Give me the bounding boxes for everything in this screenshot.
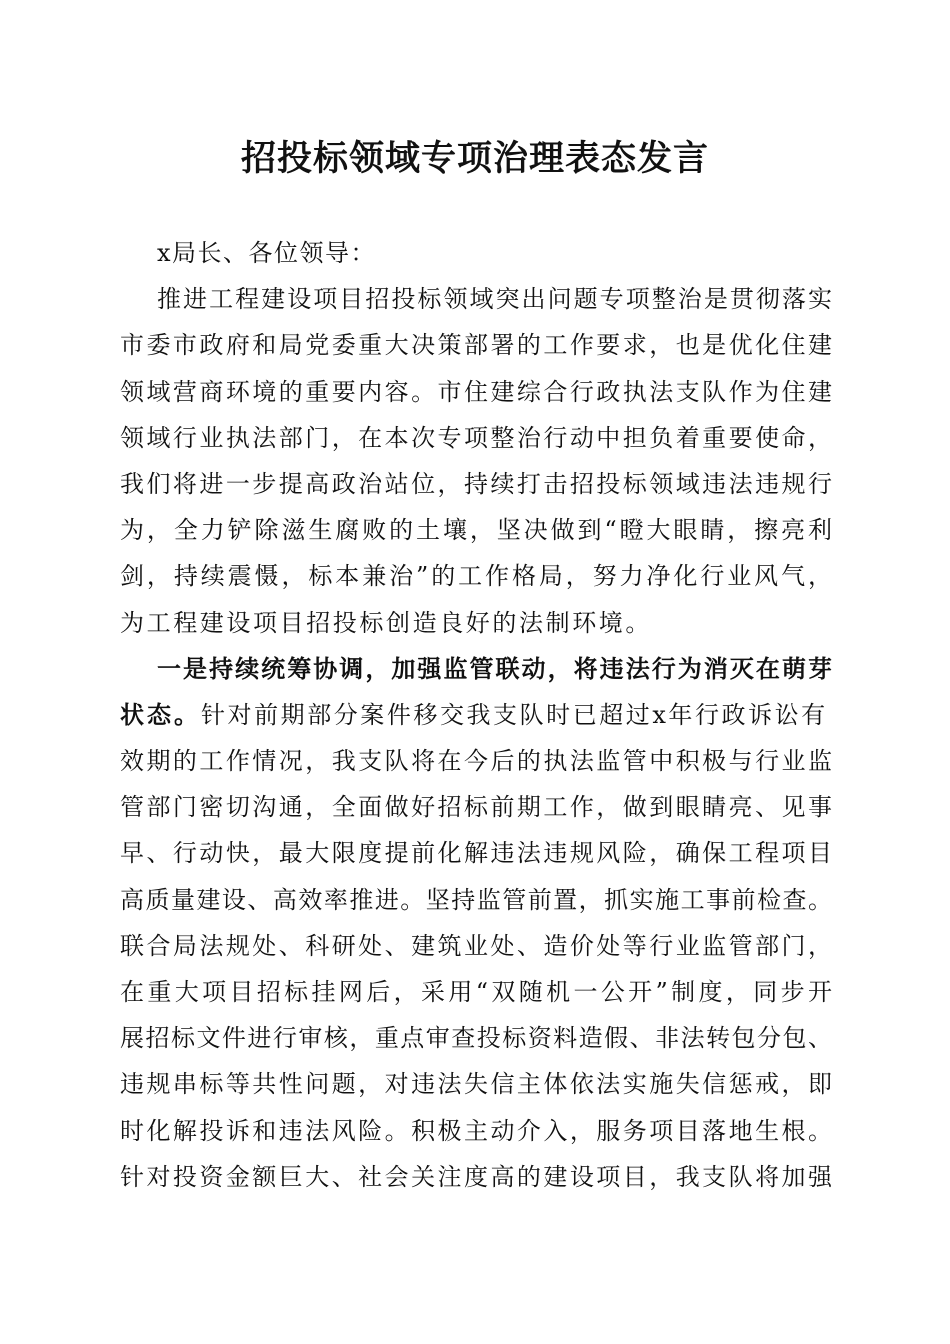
document-title: 招投标领域专项治理表态发言 xyxy=(240,138,709,179)
paragraph-line: 效期的工作情况，我支队将在今后的执法监管中积极与行业监 xyxy=(120,747,832,776)
paragraph-line: 市委市政府和局党委重大决策部署的工作要求，也是优化住建 xyxy=(120,331,832,360)
salutation: x局长、各位领导： xyxy=(157,239,377,267)
paragraph-line: 早、行动快，最大限度提前化解违法违规风险，确保工程项目 xyxy=(120,839,832,868)
paragraph-line: 剑，持续震慑，标本兼治”的工作格局，努力净化行业风气， xyxy=(120,562,832,591)
paragraph-line: 在重大项目招标挂网后，采用“双随机一公开”制度，同步开 xyxy=(120,978,832,1006)
section-heading-line: 一是持续统筹协调，加强监管联动，将违法行为消灭在萌芽 xyxy=(157,653,832,683)
paragraph-line: 为，全力铲除滋生腐败的土壤，坚决做到“瞪大眼睛，擦亮利 xyxy=(120,516,832,545)
paragraph-line: 领域行业执法部门，在本次专项整治行动中担负着重要使命， xyxy=(120,423,832,452)
paragraph-line: 联合局法规处、科研处、建筑业处、造价处等行业监管部门， xyxy=(120,931,832,960)
paragraph-line: 我们将进一步提高政治站位，持续打击招投标领域违法违规行 xyxy=(120,469,832,498)
paragraph-line: 时化解投诉和违法风险。积极主动介入，服务项目落地生根。 xyxy=(120,1116,832,1145)
section-heading-tail: 状态。 xyxy=(120,699,201,729)
paragraph-line: 高质量建设、高效率推进。坚持监管前置，抓实施工事前检查。 xyxy=(120,885,832,914)
paragraph-line-last: 为工程建设项目招投标创造良好的法制环境。 xyxy=(120,608,652,637)
paragraph-line: 违规串标等共性问题，对违法失信主体依法实施失信惩戒，即 xyxy=(120,1070,832,1099)
paragraph-line-mixed xyxy=(120,692,832,738)
paragraph-segment: 针对前期部分案件移交我支队时已超过x年行政诉讼有 xyxy=(201,700,828,729)
paragraph-line: 推进工程建设项目招投标领域突出问题专项整治是贯彻落实 xyxy=(157,285,832,314)
salutation-line xyxy=(120,230,832,276)
paragraph-line: 针对投资金额巨大、社会关注度高的建设项目，我支队将加强 xyxy=(120,1162,832,1191)
document-body xyxy=(120,230,832,1200)
paragraph-line: 管部门密切沟通，全面做好招标前期工作，做到眼睛亮、见事 xyxy=(120,793,832,822)
paragraph-line: 领域营商环境的重要内容。市住建综合行政执法支队作为住建 xyxy=(120,377,832,406)
paragraph-line: 展招标文件进行审核，重点审查投标资料造假、非法转包分包、 xyxy=(120,1024,832,1053)
